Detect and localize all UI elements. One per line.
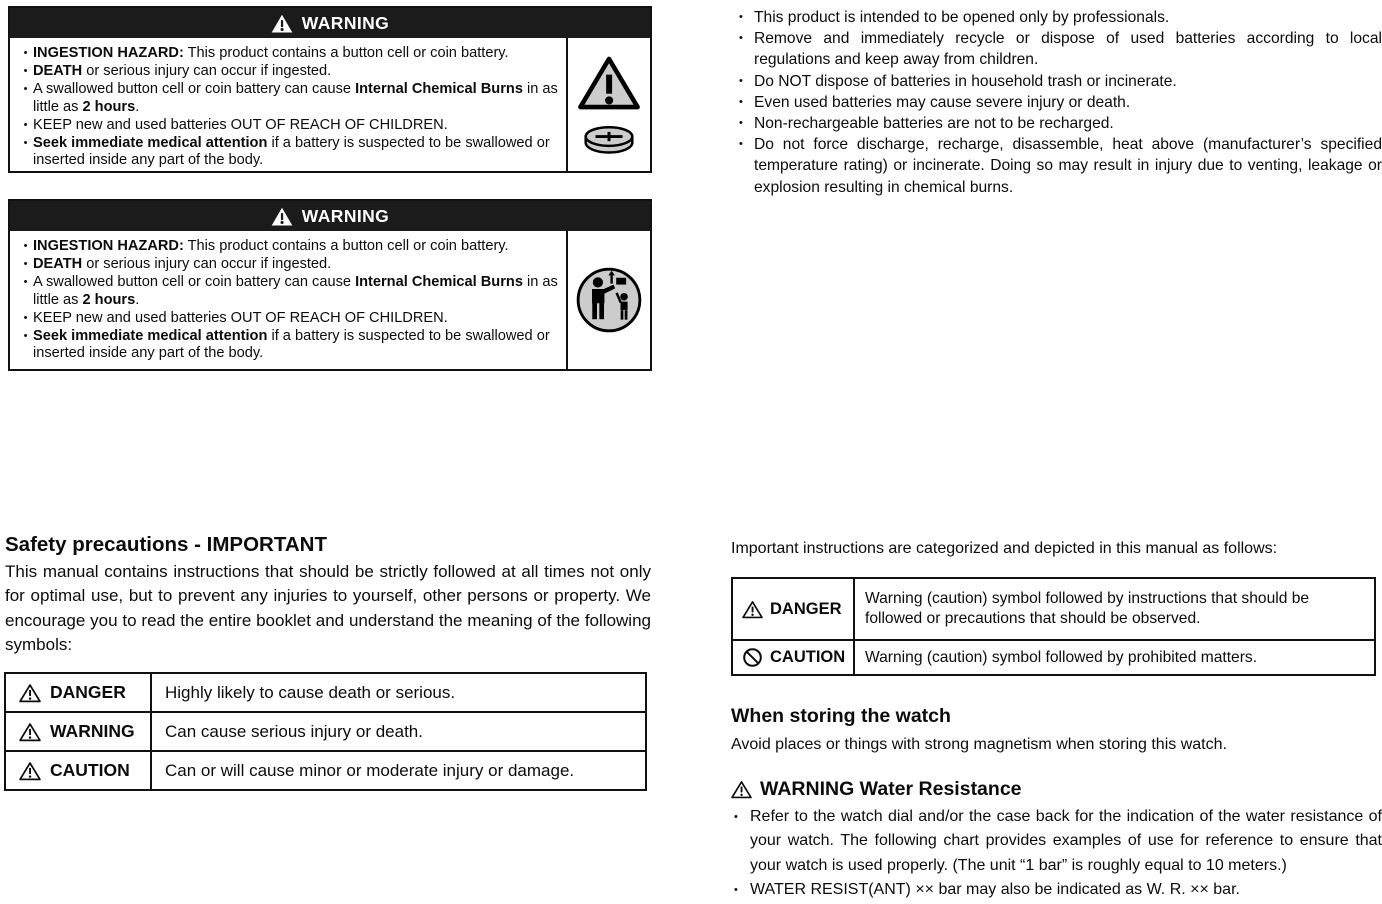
table-row [6, 750, 645, 789]
warning-bullet-list [10, 231, 566, 369]
warning-triangle-icon [578, 55, 640, 110]
list-item: • Do NOT dispose of batteries in household trash or incinerate. [737, 71, 1382, 92]
warning-box-header [10, 201, 650, 231]
list-item: • DEATH or serious injury can occur if ingested. [18, 63, 558, 81]
table-row [733, 639, 1374, 674]
warning-icon-column [566, 231, 650, 369]
warning-triangle-icon [742, 600, 763, 619]
instruction-categories-table [731, 577, 1376, 676]
water-resistance-list [731, 805, 1382, 902]
list-item: • WATER RESIST(ANT) ×× bar may also be indicated as W. R. ×× bar. [731, 878, 1382, 902]
warning-box-battery-2 [8, 199, 652, 371]
list-item: • A swallowed button cell or coin battery can cause Internal Chemical Burns in as little as 2 hours. [18, 81, 558, 117]
list-item: • Refer to the watch dial and/or the case back for the indication of the water resistance of your watch. The following chart provides examples of use for reference to ensure that your watch is used properly. (The unit “1 bar” is roughly equal to 10 meters.) [731, 805, 1382, 878]
storing-watch-text: Avoid places or things with strong magnetism when storing this watch. [731, 736, 1227, 753]
list-item: • INGESTION HAZARD: This product contains a button cell or coin battery. [18, 45, 558, 63]
warning-header-label: WARNING [301, 12, 390, 33]
list-item: • A swallowed button cell or coin battery can cause Internal Chemical Burns in as little as 2 hours. [18, 274, 558, 310]
section-title-water-resistance [731, 778, 1022, 801]
table-row [6, 711, 645, 750]
bullet-marker: • [734, 811, 738, 823]
bullet-marker: • [23, 311, 28, 324]
warning-triangle-icon [19, 722, 41, 742]
battery-handling-list [737, 7, 1382, 198]
table-row [733, 579, 1374, 639]
bullet-marker: • [739, 74, 743, 87]
category-label: CAUTION [770, 648, 846, 666]
list-item: • Remove and immediately recycle or dispose of used batteries according to local regulations and keep away from children. [737, 28, 1382, 70]
coin-battery-icon [582, 123, 636, 155]
bullet-marker: • [739, 11, 743, 23]
instruction-categories-intro: Important instructions are categorized and depicted in this manual as follows: [731, 540, 1278, 557]
bullet-marker: • [23, 82, 28, 95]
list-item: • KEEP new and used batteries OUT OF REACH OF CHILDREN. [18, 310, 558, 328]
list-item: • Seek immediate medical attention if a battery is suspected to be swallowed or inserted inside any part of the body. [18, 328, 558, 364]
bullet-marker: • [23, 64, 28, 77]
bullet-marker: • [739, 138, 743, 151]
symbol-severity-table [4, 672, 647, 791]
bullet-marker: • [739, 32, 743, 45]
severity-label: WARNING [50, 721, 135, 741]
list-item: • Even used batteries may cause severe injury or death. [737, 92, 1382, 113]
warning-triangle-icon [19, 683, 41, 703]
bullet-marker: • [23, 118, 28, 131]
category-description: Warning (caution) symbol followed by instructions that should be followed or precautions that should be observed. [853, 579, 1374, 639]
keep-away-from-children-icon [575, 266, 643, 334]
bullet-marker: • [23, 240, 28, 252]
list-item: • This product is intended to be opened only by professionals. [737, 7, 1382, 28]
warning-box-header [10, 8, 650, 38]
list-item: • Non-rechargeable batteries are not to be recharged. [737, 113, 1382, 134]
list-item: • DEATH or serious injury can occur if ingested. [18, 256, 558, 274]
list-item: • KEEP new and used batteries OUT OF REACH OF CHILDREN. [18, 117, 558, 135]
category-description: Warning (caution) symbol followed by prohibited matters. [853, 641, 1374, 674]
table-row [6, 674, 645, 711]
category-label: DANGER [770, 599, 842, 618]
severity-label: DANGER [50, 682, 126, 702]
list-item: • Seek immediate medical attention if a battery is suspected to be swallowed or inserted inside any part of the body. [18, 135, 558, 171]
warning-header-label: WARNING [301, 205, 390, 226]
bullet-marker: • [23, 136, 28, 149]
bullet-marker: • [739, 117, 743, 130]
warning-icon-column [566, 38, 650, 171]
warning-box-battery-1 [8, 6, 652, 173]
bullet-marker: • [23, 47, 28, 59]
severity-description: Highly likely to cause death or serious. [150, 674, 645, 711]
warning-triangle-icon [271, 14, 293, 33]
warning-triangle-icon [731, 780, 752, 799]
section-title-safety-precautions: Safety precautions - IMPORTANT [5, 533, 327, 556]
warning-triangle-icon [19, 761, 41, 781]
water-resistance-title-text: WARNING Water Resistance [760, 778, 1022, 800]
safety-precautions-paragraph: This manual contains instructions that should be strictly followed at all times not only for optimal use, but to prevent any injuries to yourself, other persons or property. We encourage you to read the entire booklet and understand the meaning of the following symbols: [5, 562, 651, 655]
severity-description: Can cause serious injury or death. [150, 713, 645, 750]
list-item: • Do not force discharge, recharge, disassemble, heat above (manufacturer’s specified temperature rating) or incinerate. Doing so may result in injury due to venting, leakage or explosion resulting in chemical burns. [737, 134, 1382, 198]
bullet-marker: • [734, 883, 738, 896]
warning-triangle-icon [271, 207, 293, 226]
bullet-marker: • [739, 95, 743, 108]
bullet-marker: • [23, 329, 28, 342]
list-item: • INGESTION HAZARD: This product contains a button cell or coin battery. [18, 238, 558, 256]
severity-description: Can or will cause minor or moderate injury or damage. [150, 752, 645, 789]
warning-bullet-list [10, 38, 566, 171]
prohibition-icon [742, 647, 763, 668]
bullet-marker: • [23, 257, 28, 270]
section-title-storing-watch: When storing the watch [731, 705, 951, 727]
bullet-marker: • [23, 275, 28, 288]
severity-label: CAUTION [50, 760, 130, 780]
